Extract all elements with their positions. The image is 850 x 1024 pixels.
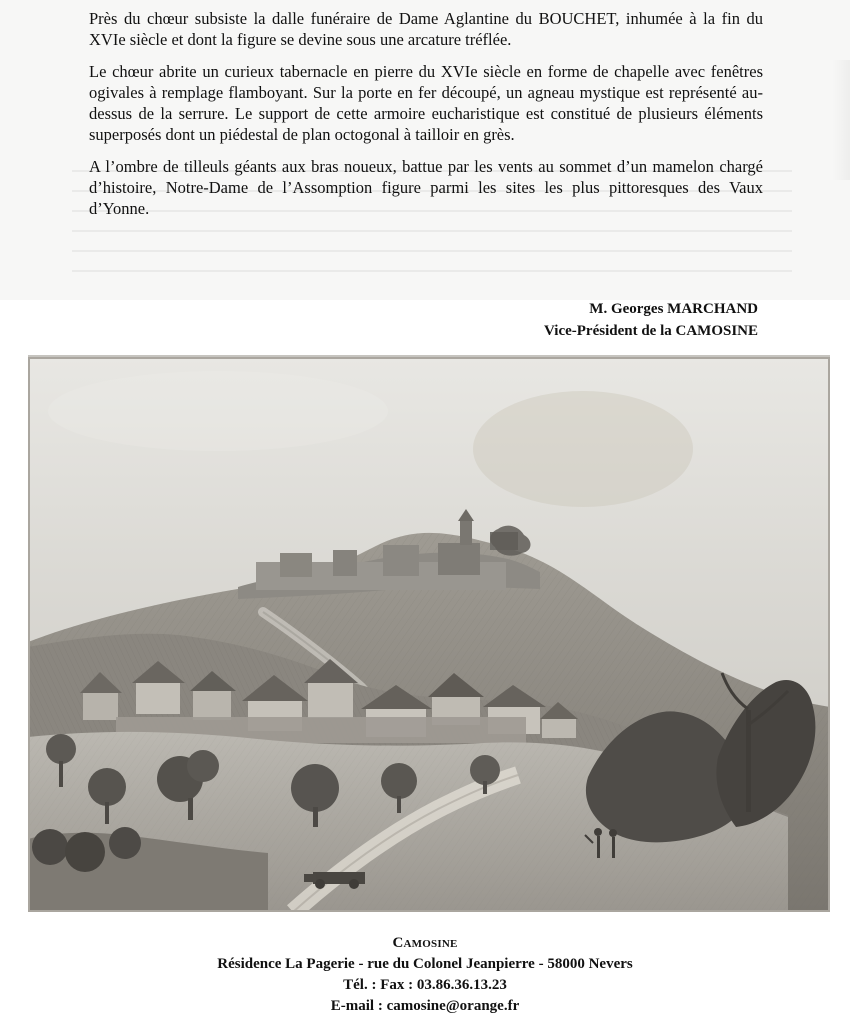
- footer-phone-fax: Tél. : Fax : 03.86.36.13.23: [343, 977, 507, 993]
- footer-contact-block: [0, 933, 850, 1017]
- fold-shadow: [832, 60, 850, 180]
- article-paragraph-1: Près du chœur subsiste la dalle funéraire de Dame Aglantine du BOUCHET, inhumée à la fin du XVIe siècle et dont la figure se devine sous une arcature tréflée.: [89, 9, 763, 49]
- article-text: [89, 8, 763, 219]
- signature-title: Vice-Président de la CAMOSINE: [544, 323, 758, 339]
- signature-block: [544, 298, 758, 342]
- footer-email: E-mail : camosine@orange.fr: [330, 998, 520, 1014]
- village-engraving-photo: [28, 355, 830, 912]
- article-paragraph-3: A l’ombre de tilleuls géants aux bras noueux, battue par les vents au sommet d’un mamelon chargé d’histoire, Notre-Dame de l’Assomption figure parmi les sites les plus pittoresques des Vaux d’Yonne.: [89, 157, 763, 218]
- footer-address: Résidence La Pagerie - rue du Colonel Jeanpierre - 58000 Nevers: [217, 956, 633, 972]
- article-paragraph-2: Le chœur abrite un curieux tabernacle en pierre du XVIe siècle en forme de chapelle avec fenêtres ogivales à remplage flamboyant. Sur la porte en fer découpé, un agneau mystique est représenté au-dessus de la serrure. Le support de cette armoire eucharistique est constitué de plusieurs éléments superposés dont un piédestal de plan octogonal à tailloir en grès.: [89, 62, 763, 144]
- landscape-engraving-icon: [28, 357, 830, 912]
- signature-name: M. Georges MARCHAND: [589, 301, 758, 317]
- footer-organization: Camosine: [392, 935, 458, 951]
